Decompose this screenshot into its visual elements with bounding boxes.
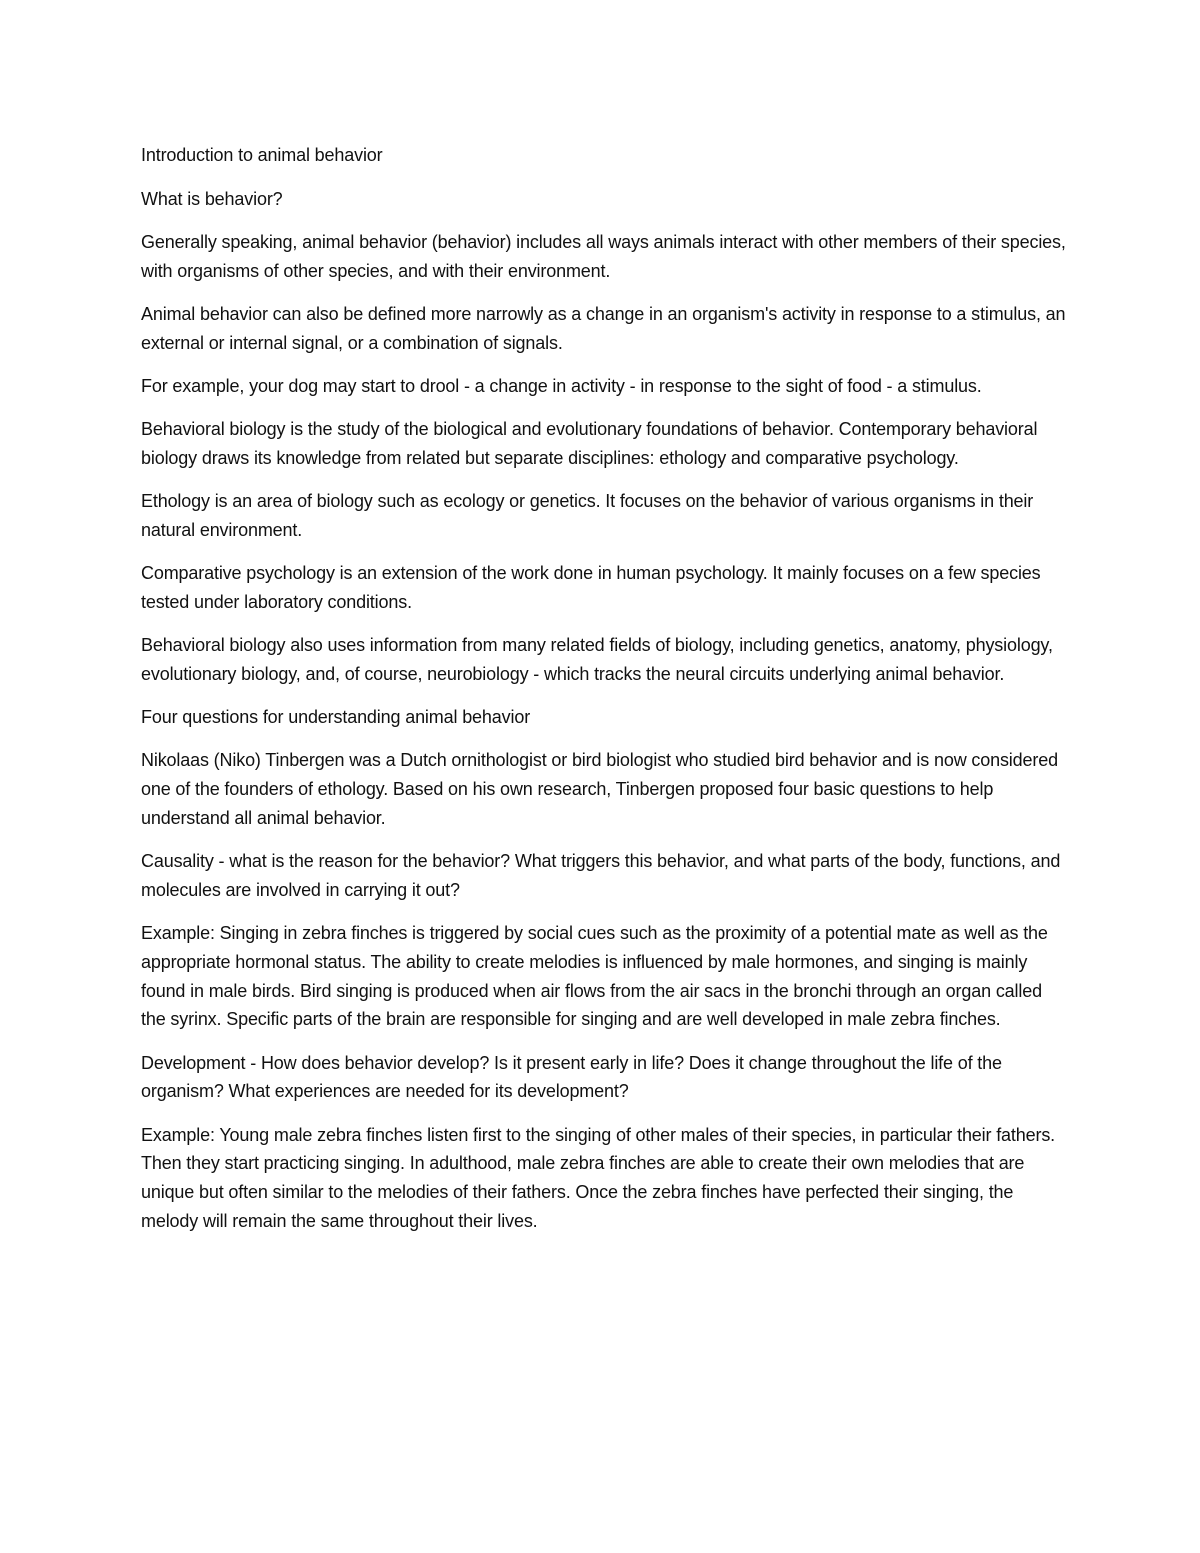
paragraph-comparative-psychology: Comparative psychology is an extension of the work done in human psychology. It mainly focuses on a few species tested under laboratory conditions. — [141, 563, 1041, 612]
paragraph-narrow-definition: Animal behavior can also be defined more narrowly as a change in an organism's activity in response to a stimulus, an external or internal signal, or a combination of signals. — [141, 303, 1066, 353]
paragraph-development: Development - How does behavior develop? Is it present early in life? Does it change throughout the life of the organism? What experiences are needed for its development? — [141, 1052, 1002, 1102]
paragraph-related-fields: Behavioral biology also uses information from many related fields of biology, including genetics, anatomy, physiology, evolutionary biology, and, of course, neurobiology - which tracks the neural circuits underlying animal behavior. — [141, 635, 1053, 684]
paragraph-behavioral-biology: Behavioral biology is the study of the biological and evolutionary foundations of behavior. Contemporary behavioral biology draws its knowledge from related but separate disciplines: ethology and comparative psychology. — [141, 419, 1038, 468]
section-heading-four-questions: Four questions for understanding animal behavior — [141, 707, 531, 728]
section-heading-what-is-behavior: What is behavior? — [141, 188, 283, 209]
paragraph-general-definition: Generally speaking, animal behavior (behavior) includes all ways animals interact with other members of their species, with organisms of other species, and with their environment. — [141, 231, 1066, 281]
paragraph-causality-example: Example: Singing in zebra finches is triggered by social cues such as the proximity of a potential mate as well as the appropriate hormonal status. The ability to create melodies is influenced by male hormones, and singing is mainly found in male birds. Bird singing is produced when air flows from the air sacs in the bronchi through an organ called the syrinx. Specific parts of the brain are responsible for singing and are well developed in male zebra finches. — [141, 923, 1048, 1030]
paragraph-development-example: Example: Young male zebra finches listen first to the singing of other males of their species, in particular their fathers. Then they start practicing singing. In adulthood, male zebra finches are able to create their own melodies that are unique but often similar to the melodies of their fathers. Once the zebra finches have perfected their singing, the melody will remain the same throughout their lives. — [141, 1124, 1056, 1231]
paragraph-causality: Causality - what is the reason for the behavior? What triggers this behavior, and what parts of the body, functions, and molecules are involved in carrying it out? — [141, 851, 1061, 900]
document-title: Introduction to animal behavior — [141, 145, 383, 165]
paragraph-ethology: Ethology is an area of biology such as ecology or genetics. It focuses on the behavior of various organisms in their natural environment. — [141, 491, 1034, 540]
paragraph-dog-example: For example, your dog may start to drool - a change in activity - in response to the sight of food - a stimulus. — [141, 375, 982, 396]
document-body — [141, 141, 1071, 1250]
paragraph-tinbergen: Nikolaas (Niko) Tinbergen was a Dutch ornithologist or bird biologist who studied bird behavior and is now considered one of the founders of ethology. Based on his own research, Tinbergen proposed four basic questions to help understand all animal behavior. — [141, 750, 1058, 828]
